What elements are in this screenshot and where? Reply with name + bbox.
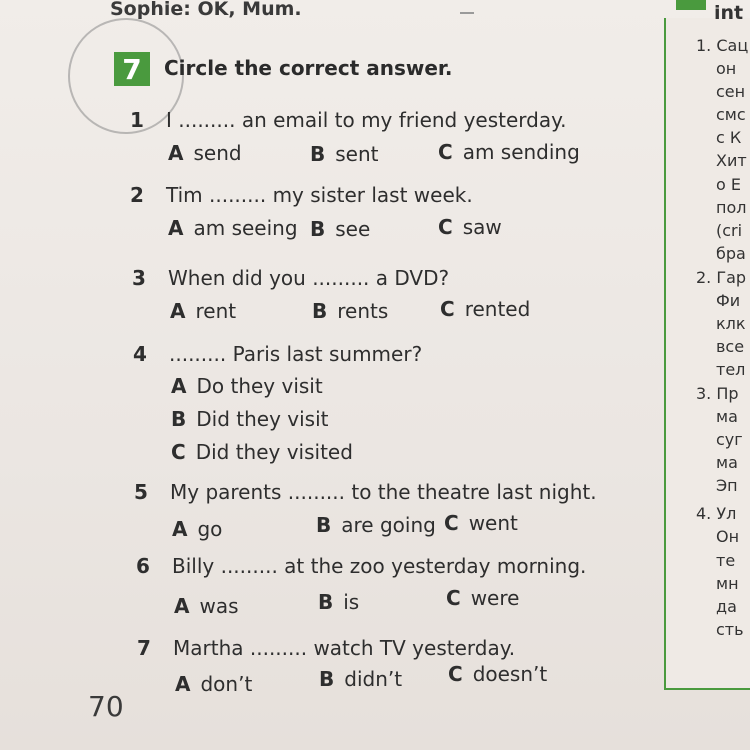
option-c[interactable]: C went	[444, 511, 518, 535]
exercise-title: Circle the correct answer.	[164, 56, 453, 80]
right-line: Эп	[716, 476, 738, 495]
option-b[interactable]: B rents	[312, 299, 389, 323]
right-line: бра	[716, 244, 746, 263]
page-number: 70	[88, 690, 124, 723]
option-c[interactable]: C were	[446, 586, 520, 610]
right-page-heading: int	[714, 2, 744, 24]
right-line: все	[716, 337, 745, 356]
right-line: 1. Сац	[696, 36, 749, 55]
question-text: Martha ......... watch TV yesterday.	[173, 636, 516, 660]
dialogue-line: Sophie: OK, Mum.	[110, 0, 302, 20]
option-c[interactable]: C Did they visited	[171, 440, 353, 464]
right-line: мн	[716, 574, 739, 593]
question-text: Billy ......... at the zoo yesterday morning.	[172, 554, 587, 578]
right-line: о Е	[716, 175, 741, 194]
right-line: с К	[716, 128, 742, 147]
question-number: 1	[130, 108, 144, 132]
option-b[interactable]: B sent	[310, 142, 379, 166]
right-line: сен	[716, 82, 746, 101]
question-text: I ......... an email to my friend yesterday.	[166, 108, 567, 132]
right-line: тел	[716, 360, 746, 379]
option-a[interactable]: A Do they visit	[171, 374, 323, 398]
option-b[interactable]: B see	[310, 217, 371, 241]
exercise-number-badge: 7	[114, 52, 150, 86]
option-a[interactable]: A don’t	[175, 672, 253, 696]
question-number: 3	[132, 266, 146, 290]
question-number: 6	[136, 554, 150, 578]
question-number: 2	[130, 183, 144, 207]
option-b[interactable]: B is	[318, 590, 360, 614]
option-c[interactable]: C doesn’t	[448, 662, 548, 686]
option-c[interactable]: C saw	[438, 215, 502, 239]
right-line: смс	[716, 105, 746, 124]
right-line: пол	[716, 198, 747, 217]
question-text: ......... Paris last summer?	[169, 342, 423, 366]
question-text: When did you ......... a DVD?	[168, 266, 450, 290]
option-a[interactable]: A go	[172, 517, 223, 541]
option-b[interactable]: B Did they visit	[171, 407, 329, 431]
option-a[interactable]: A am seeing	[168, 216, 298, 240]
right-line: клк	[716, 314, 746, 333]
option-a[interactable]: A rent	[170, 299, 237, 323]
right-line: ма	[716, 407, 738, 426]
option-b[interactable]: B are going	[316, 513, 436, 537]
option-a[interactable]: A send	[168, 141, 242, 165]
question-text: My parents ......... to the theatre last night.	[170, 480, 597, 504]
right-page-badge	[676, 0, 706, 10]
question-text: Tim ......... my sister last week.	[166, 183, 473, 207]
right-line: ма	[716, 453, 738, 472]
pencil-mark	[460, 12, 474, 14]
right-line: да	[716, 597, 737, 616]
right-line: Фи	[716, 291, 741, 310]
option-b[interactable]: B didn’t	[319, 667, 403, 691]
question-number: 7	[137, 636, 151, 660]
right-line: он	[716, 59, 737, 78]
option-c[interactable]: C rented	[440, 297, 531, 321]
right-line: сть	[716, 620, 744, 639]
question-number: 4	[133, 342, 147, 366]
option-a[interactable]: A was	[174, 594, 239, 618]
right-line: (cri	[716, 221, 743, 240]
right-line: 4. Ул	[696, 504, 737, 523]
right-line: Он	[716, 527, 740, 546]
question-number: 5	[134, 480, 148, 504]
option-c[interactable]: C am sending	[438, 140, 580, 164]
right-line: суг	[716, 430, 743, 449]
right-line: 3. Пр	[696, 384, 739, 403]
right-line: Хит	[716, 151, 747, 170]
right-line: те	[716, 551, 736, 570]
right-line: 2. Гар	[696, 268, 747, 287]
